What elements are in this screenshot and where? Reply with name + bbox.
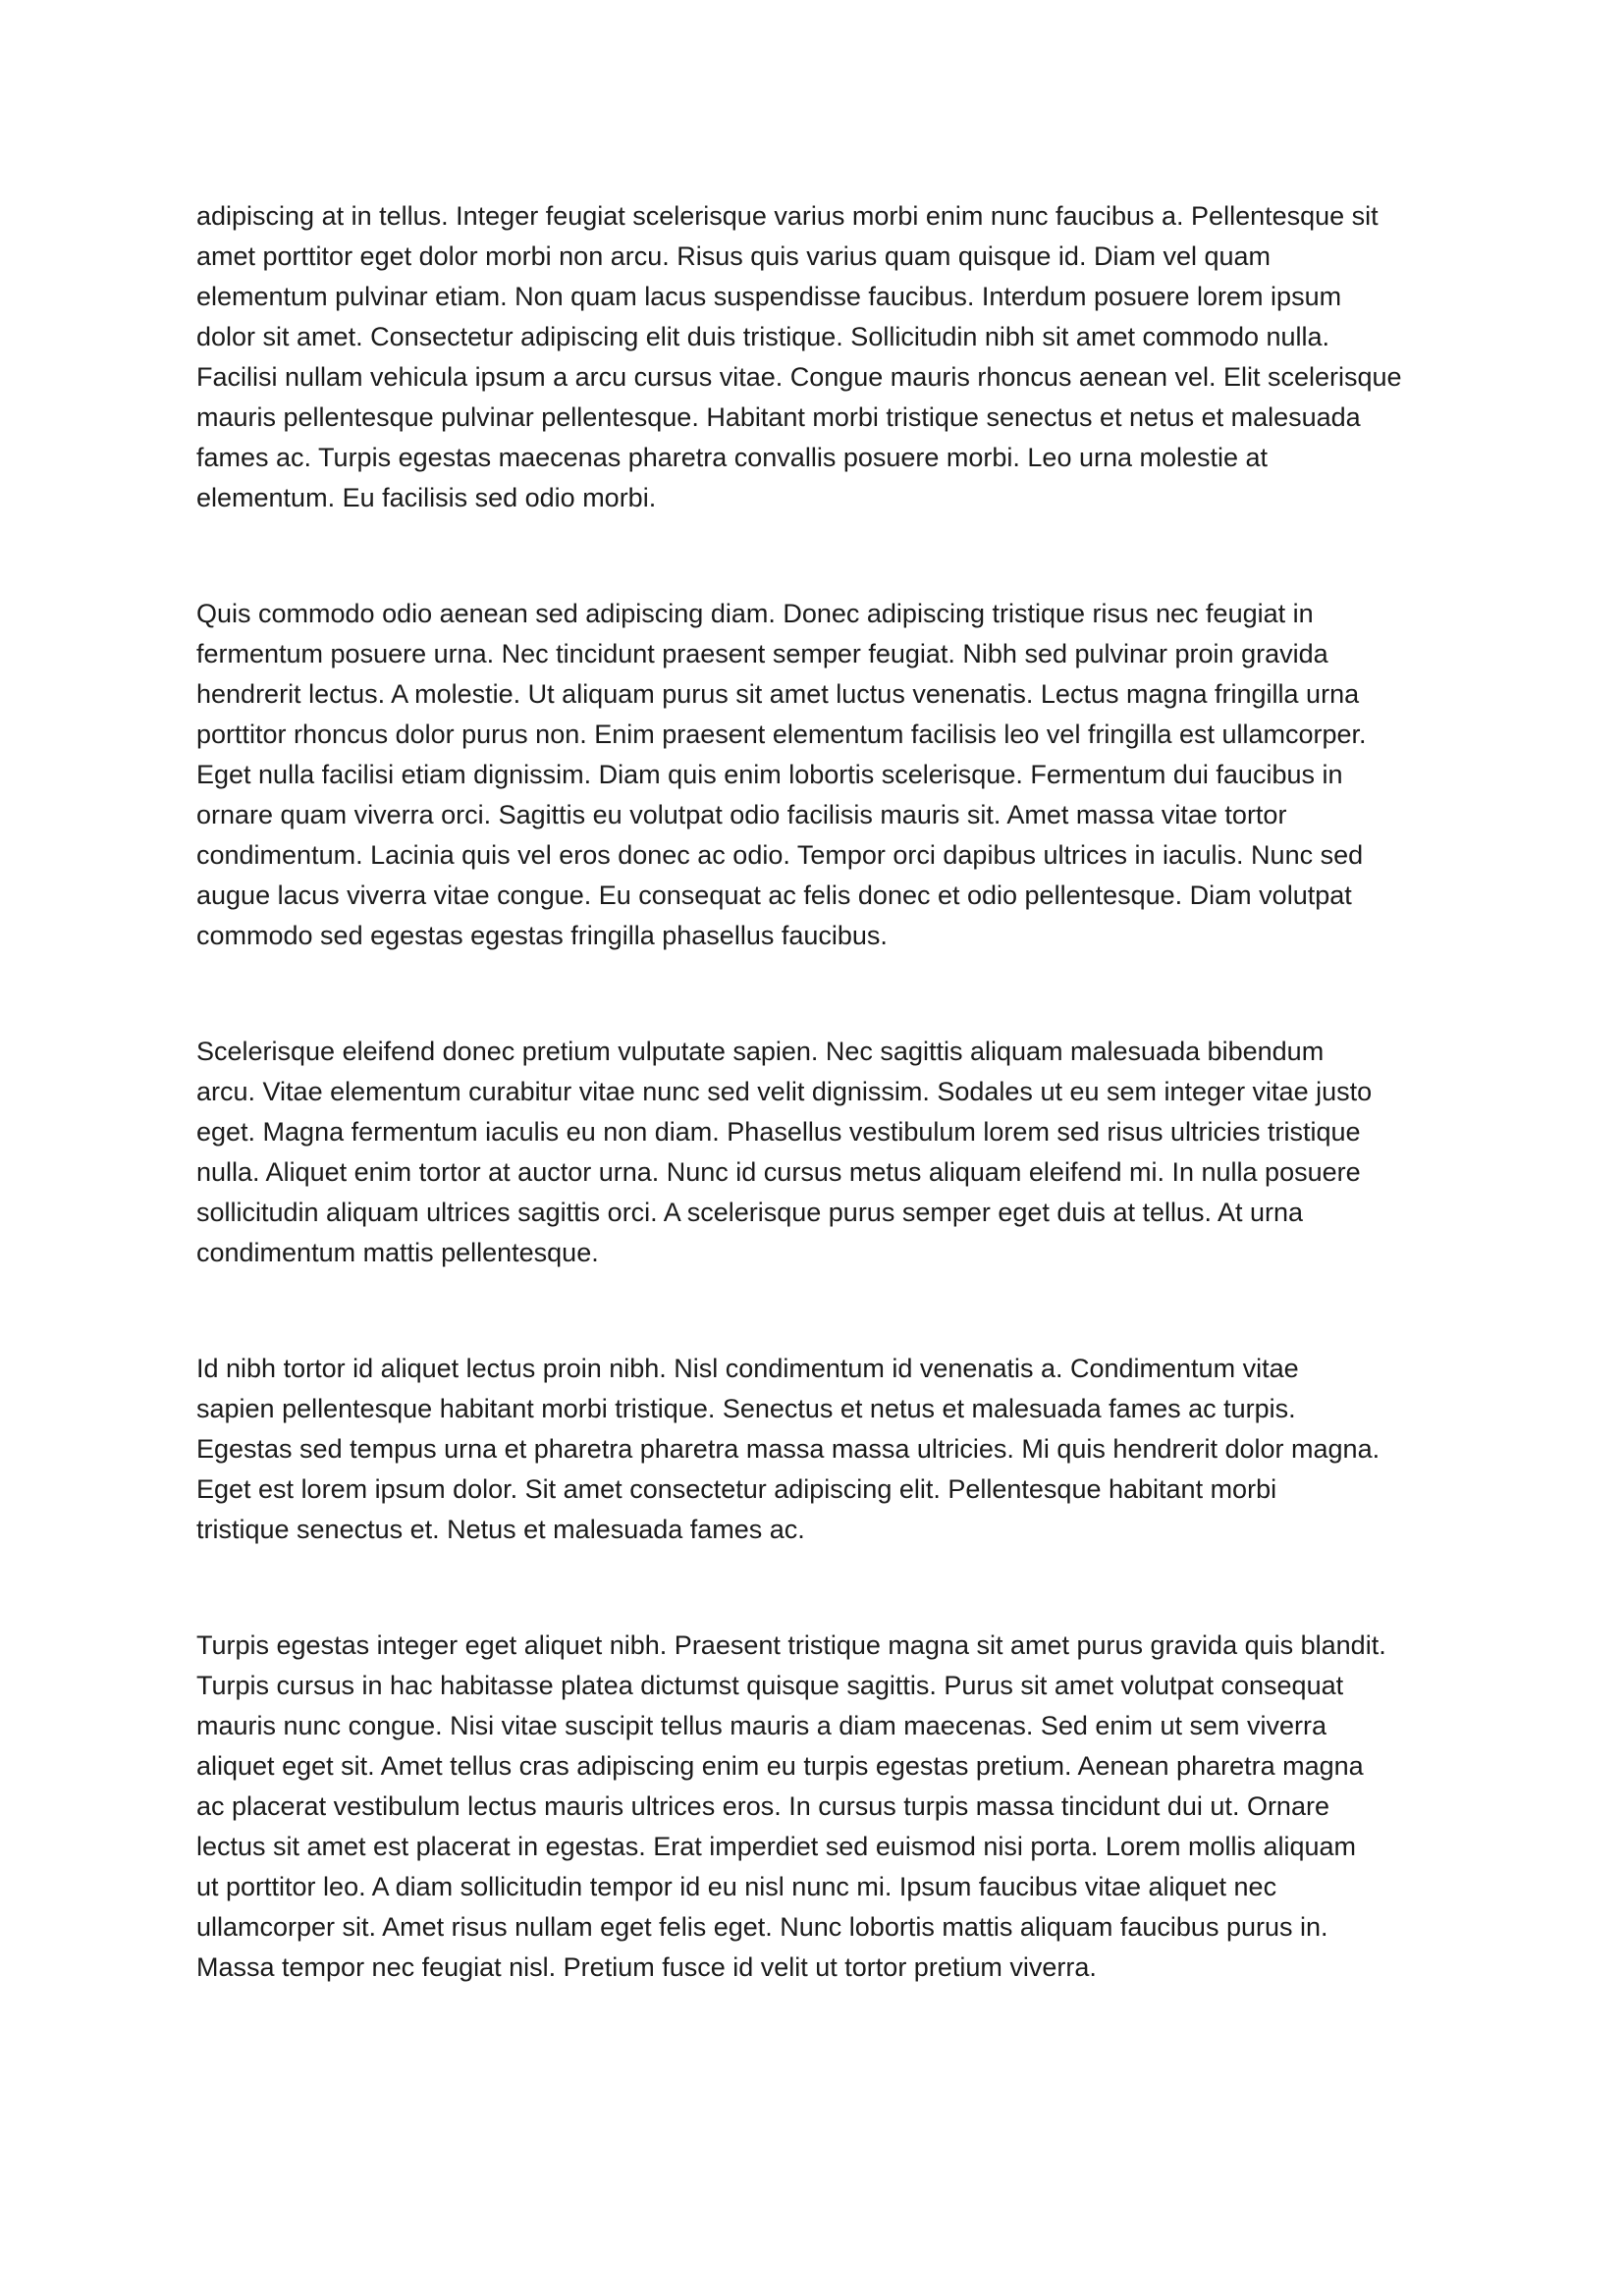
text-line: aliquet eget sit. Amet tellus cras adipiscing enim eu turpis egestas pretium. Aenean pharetra magna — [196, 1751, 1364, 1781]
text-line: adipiscing at in tellus. Integer feugiat scelerisque varius morbi enim nunc faucibus a. Pellentesque sit — [196, 201, 1379, 231]
text-line: mauris nunc congue. Nisi vitae suscipit tellus mauris a diam maecenas. Sed enim ut sem viverra — [196, 1711, 1326, 1740]
text-line: Quis commodo odio aenean sed adipiscing diam. Donec adipiscing tristique risus nec feugiat in — [196, 599, 1314, 628]
text-line: ornare quam viverra orci. Sagittis eu volutpat odio facilisis mauris sit. Amet massa vitae tortor — [196, 800, 1287, 829]
text-line: Scelerisque eleifend donec pretium vulputate sapien. Nec sagittis aliquam malesuada bibendum — [196, 1037, 1325, 1066]
paragraph-3 — [196, 1032, 1428, 1273]
text-line: Egestas sed tempus urna et pharetra pharetra massa massa ultricies. Mi quis hendrerit dolor magna. — [196, 1434, 1380, 1464]
paragraph-5 — [196, 1626, 1428, 1988]
text-line: condimentum. Lacinia quis vel eros donec ac odio. Tempor orci dapibus ultrices in iaculis. Nunc sed — [196, 840, 1364, 870]
paragraph-2 — [196, 594, 1428, 956]
text-line: elementum. Eu facilisis sed odio morbi. — [196, 483, 657, 512]
text-line: Turpis egestas integer eget aliquet nibh. Praesent tristique magna sit amet purus gravida quis blandit. — [196, 1630, 1386, 1660]
text-line: arcu. Vitae elementum curabitur vitae nunc sed velit dignissim. Sodales ut eu sem integer vitae justo — [196, 1077, 1373, 1106]
text-line: Eget est lorem ipsum dolor. Sit amet consectetur adipiscing elit. Pellentesque habitant morbi — [196, 1474, 1277, 1504]
text-line: ut porttitor leo. A diam sollicitudin tempor id eu nisl nunc mi. Ipsum faucibus vitae aliquet nec — [196, 1872, 1277, 1901]
text-line: porttitor rhoncus dolor purus non. Enim praesent elementum facilisis leo vel fringilla est ullamcorper. — [196, 720, 1367, 749]
text-line: Eget nulla facilisi etiam dignissim. Diam quis enim lobortis scelerisque. Fermentum dui faucibus in — [196, 760, 1343, 789]
paragraph-4 — [196, 1349, 1428, 1550]
paragraph-1 — [196, 196, 1428, 518]
text-line: commodo sed egestas egestas fringilla phasellus faucibus. — [196, 921, 888, 950]
text-line: Id nibh tortor id aliquet lectus proin nibh. Nisl condimentum id venenatis a. Condimentum vitae — [196, 1354, 1299, 1383]
text-line: ac placerat vestibulum lectus mauris ultrices eros. In cursus turpis massa tincidunt dui ut. Ornare — [196, 1791, 1329, 1821]
text-line: nulla. Aliquet enim tortor at auctor urna. Nunc id cursus metus aliquam eleifend mi. In nulla posuere — [196, 1157, 1361, 1187]
text-line: amet porttitor eget dolor morbi non arcu. Risus quis varius quam quisque id. Diam vel quam — [196, 241, 1272, 271]
text-line: sapien pellentesque habitant morbi tristique. Senectus et netus et malesuada fames ac turpis. — [196, 1394, 1296, 1423]
text-line: condimentum mattis pellentesque. — [196, 1238, 599, 1267]
text-line: dolor sit amet. Consectetur adipiscing elit duis tristique. Sollicitudin nibh sit amet commodo nulla. — [196, 322, 1330, 351]
text-line: eget. Magna fermentum iaculis eu non diam. Phasellus vestibulum lorem sed risus ultricies tristique — [196, 1117, 1361, 1147]
text-line: ullamcorper sit. Amet risus nullam eget felis eget. Nunc lobortis mattis aliquam faucibus purus in. — [196, 1912, 1328, 1942]
text-line: fermentum posuere urna. Nec tincidunt praesent semper feugiat. Nibh sed pulvinar proin gravida — [196, 639, 1328, 668]
text-line: augue lacus viverra vitae congue. Eu consequat ac felis donec et odio pellentesque. Diam volutpat — [196, 881, 1352, 910]
text-line: tristique senectus et. Netus et malesuada fames ac. — [196, 1515, 805, 1544]
text-line: Facilisi nullam vehicula ipsum a arcu cursus vitae. Congue mauris rhoncus aenean vel. Elit scelerisque — [196, 362, 1402, 392]
text-line: hendrerit lectus. A molestie. Ut aliquam purus sit amet luctus venenatis. Lectus magna fringilla urna — [196, 679, 1360, 709]
text-line: mauris pellentesque pulvinar pellentesque. Habitant morbi tristique senectus et netus et malesuada — [196, 402, 1361, 432]
text-line: lectus sit amet est placerat in egestas. Erat imperdiet sed euismod nisi porta. Lorem mollis aliquam — [196, 1832, 1357, 1861]
text-line: sollicitudin aliquam ultrices sagittis orci. A scelerisque purus semper eget duis at tellus. At urna — [196, 1198, 1304, 1227]
document-body — [196, 196, 1428, 1988]
text-line: Turpis cursus in hac habitasse platea dictumst quisque sagittis. Purus sit amet volutpat consequat — [196, 1671, 1344, 1700]
text-line: fames ac. Turpis egestas maecenas pharetra convallis posuere morbi. Leo urna molestie at — [196, 443, 1269, 472]
text-line: Massa tempor nec feugiat nisl. Pretium fusce id velit ut tortor pretium viverra. — [196, 1952, 1097, 1982]
text-line: elementum pulvinar etiam. Non quam lacus suspendisse faucibus. Interdum posuere lorem ipsum — [196, 282, 1342, 311]
